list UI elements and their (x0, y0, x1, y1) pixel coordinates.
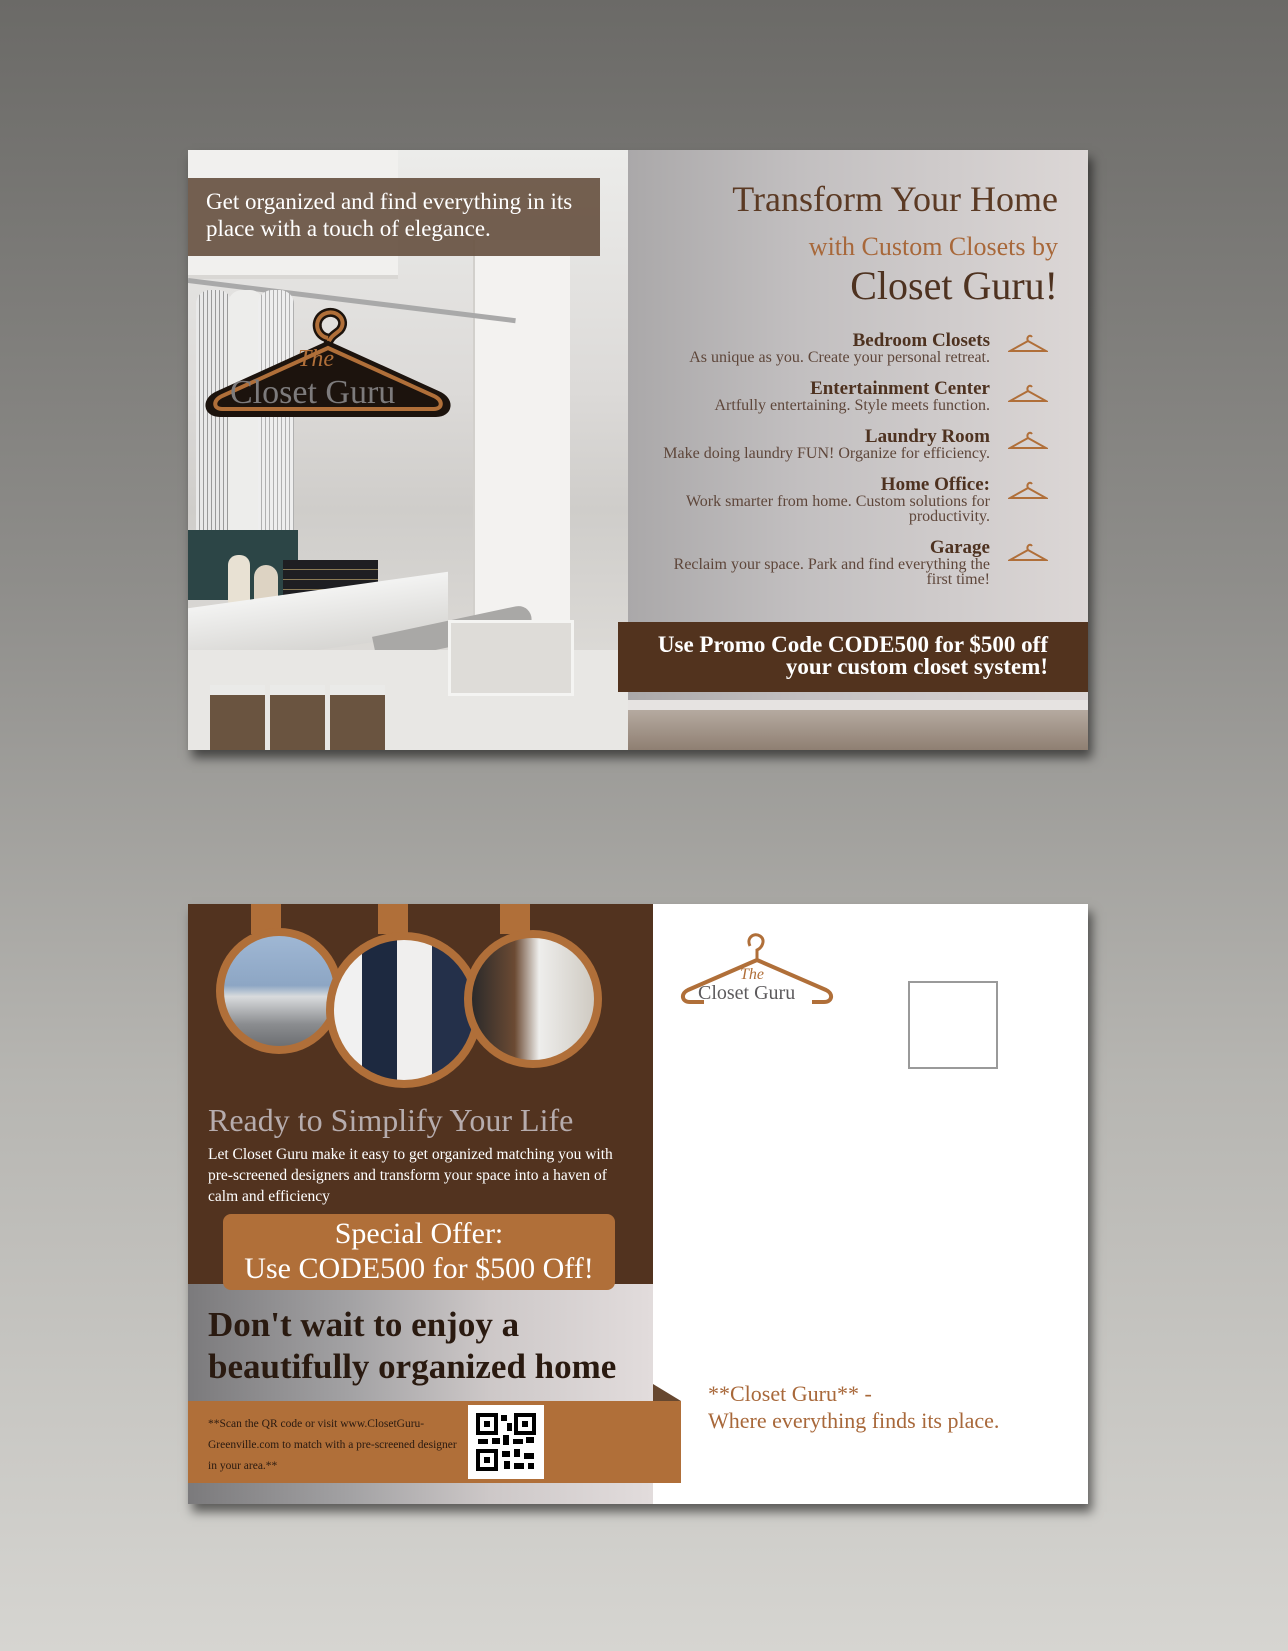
hanger-tab (378, 904, 408, 934)
signature-line-1: **Closet Guru** - (708, 1381, 872, 1406)
signature (708, 1380, 999, 1434)
service-desc: Make doing laundry FUN! Organize for efficiency. (663, 445, 990, 462)
tagline-text: Get organized and find everything in its place with a touch of elegance. (206, 189, 573, 241)
mudroom-photo (334, 940, 474, 1080)
headline-closet-guru: Closet Guru! (850, 263, 1058, 308)
vase (228, 555, 250, 605)
service-title: Laundry Room (864, 426, 990, 447)
hanger-icon (1008, 480, 1048, 502)
hanger-icon (1008, 383, 1048, 405)
signature-line-2: Where everything finds its place. (708, 1408, 1000, 1433)
offer-line-1: Special Offer: (334, 1217, 504, 1250)
promo-line-2: your custom closet system! (785, 654, 1048, 679)
headline-custom-closets: with Custom Closets by (808, 232, 1058, 261)
stamp-placeholder (908, 981, 998, 1069)
postcard-back (188, 904, 1088, 1504)
logo-name-text: Closet Guru (230, 374, 396, 411)
mudroom-photo-circle (326, 932, 482, 1088)
basket (270, 685, 325, 750)
special-offer-box (223, 1214, 615, 1290)
garage-photo-circle (216, 928, 342, 1054)
logo-name-text: Closet Guru (698, 982, 796, 1004)
headline-transform: Transform Your Home (732, 179, 1058, 219)
hanger-icon (1008, 430, 1048, 452)
cta-heading (208, 1304, 616, 1388)
service-desc: As unique as you. Create your personal retreat. (689, 349, 990, 366)
service-home-office (630, 476, 990, 524)
office-photo-circle (464, 930, 602, 1068)
tile-floor (628, 710, 1088, 750)
closet-guru-logo (198, 298, 458, 428)
service-desc: Work smarter from home. Custom solutions for productivity. (685, 493, 990, 525)
service-desc: Reclaim your space. Park and find everything the first time! (673, 556, 990, 588)
ribbon-fold (653, 1384, 681, 1401)
qr-strip (188, 1401, 681, 1483)
qr-note: **Scan the QR code or visit www.ClosetGuru-Greenville.com to match with a pre-screened designer in your area.** (208, 1418, 457, 1472)
hanger-icon (1008, 333, 1048, 355)
service-desc: Artfully entertaining. Style meets function. (714, 397, 990, 414)
closet-guru-logo-back (678, 932, 838, 1007)
simplify-body: Let Closet Guru make it easy to get organized matching you with pre-screened designers and transform your space into a haven of calm and efficiency (208, 1146, 613, 1205)
promo-code-banner (618, 622, 1088, 692)
qr-code-icon (468, 1405, 544, 1479)
garage-photo (224, 936, 334, 1046)
postcard-front (188, 150, 1088, 750)
offer-line-2: Use CODE500 for $500 Off! (244, 1252, 594, 1285)
promo-line-1: Use Promo Code CODE500 for $500 off (657, 632, 1048, 657)
cta-line-1: Don't wait to enjoy a (208, 1305, 520, 1344)
service-laundry-room (663, 428, 990, 461)
logo-script-text: The (740, 966, 764, 983)
service-garage (630, 539, 990, 587)
simplify-heading: Ready to Simplify Your Life (208, 1102, 574, 1138)
pull-out-drawer (448, 620, 574, 696)
service-entertainment-center (715, 380, 991, 413)
logo-script-text: The (298, 346, 334, 372)
service-title: Bedroom Closets (852, 330, 990, 351)
basket (330, 685, 385, 750)
service-title: Home Office: (880, 474, 990, 495)
office-photo (472, 938, 594, 1060)
basket (210, 685, 265, 750)
cta-line-2: beautifully organized home (208, 1347, 617, 1386)
hanger-icon (1008, 542, 1048, 564)
qr-code[interactable] (468, 1405, 544, 1479)
service-bedroom-closets (689, 332, 990, 365)
service-title: Entertainment Center (810, 378, 990, 399)
baseboard (628, 700, 1088, 710)
service-title: Garage (929, 537, 990, 558)
